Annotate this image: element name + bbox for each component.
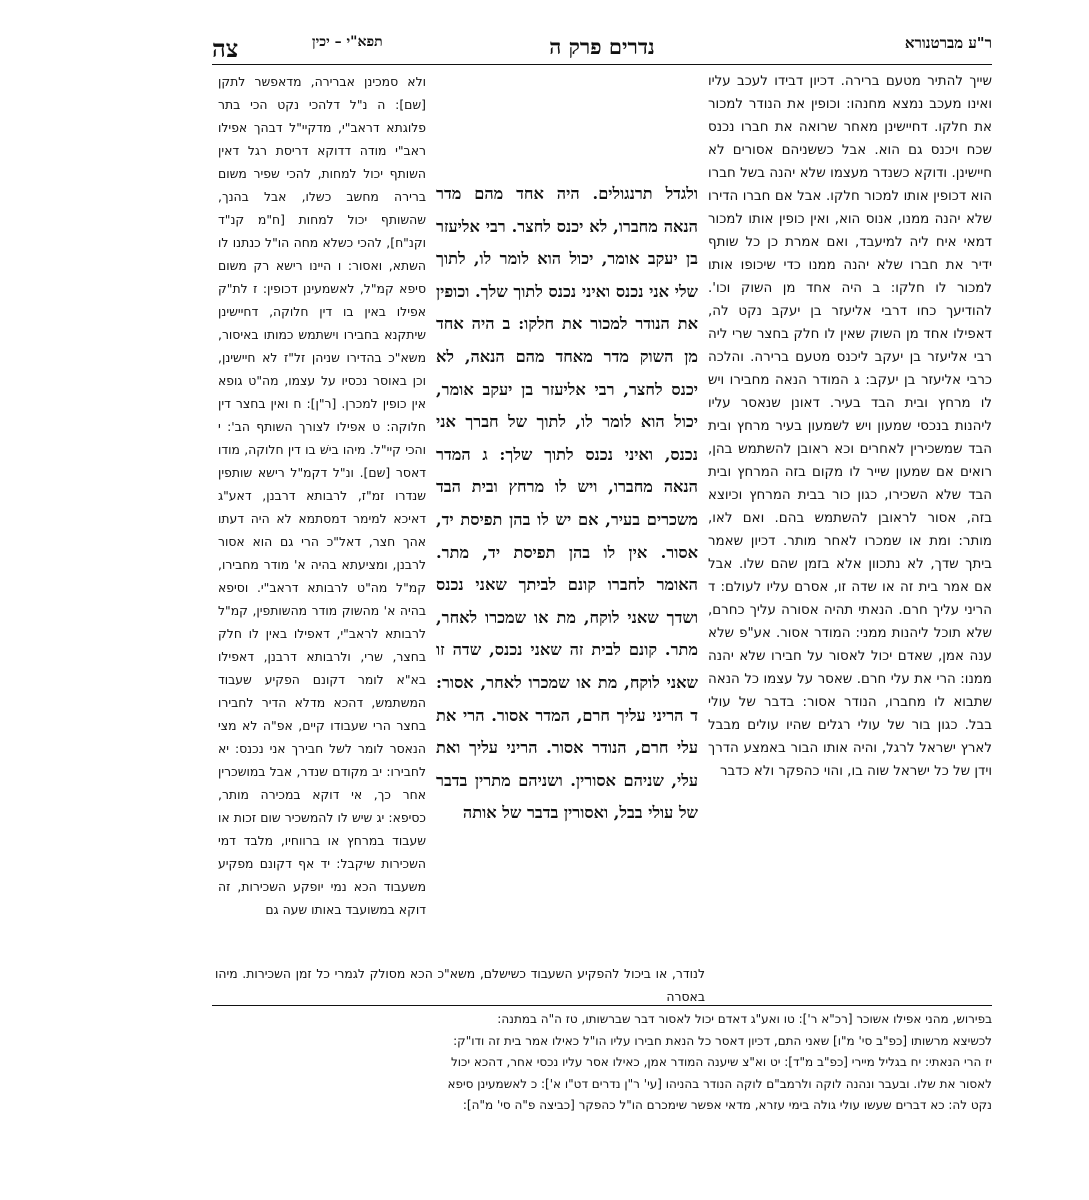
tiferet-yisrael-column: ולא סמכינן אברירה, מדאפשר לתקן [שם]: ה נ"ל דלהכי נקט הכי בתר פלוגתא דראב"י, מדקיי"ל דבהך אפילו ראב"י מודה דדוקא דריסת רגל דאין השותף יכול למחות, להכי שפיר משום ברירה מחשב כשלו, אבל בהנך, שהשותף יכול למחות [ח"מ קנ"ד וקנ"ח], להכי כשלא מחה הו"ל כנתנו לו השתא, ואסור: ו היינו רישא רק משום סיפא קמ"ל, לאשמעינן דכופין: ז לת"ק אפילו באין בו דין חלוקה, דחיישינן שיתקנא בחבירו וישתמש כמותו באיסור, משא"כ בהדירו שניהן זל"ז לא חיישינן, וכן באוסר נכסיו על עצמו, מה"ט גופא אין כופין למכרן. [ר"ן]: ח ואין בחצר דין חלוקה: ט אפילו לצורך השותף הב': י והכי קיי"ל. מיהו בישׁ בו דין חלוקה, מודו דאסר [שם]. ונ"ל דקמ"ל רישא שותפין שנדרו זמ"ז, לרבותא דרבנן, דאע"ג דאיכא למימר דמסתמא לא היה דעתו אהך חצר, דאל"כ הרי גם הוא אסור לרבנן, ומציעתא בהיה א' מודר מחבירו, קמ"ל מה"ט לרבותא דראב"י. וסיפא בהיה א' מהשוק מודר מהשותפין, קמ"ל לרבותא לראב"י, דאפילו באין לו חלק בחצר, שרי, ולרבותא דרבנן, דאפילו בא"א לומר דקונם הפקיע שעבוד המשתמש, דהכא מדלא הדיר לחבירו בחצר הרי שעבודו קיים, אפ"ה לא מצי הנאסר לומר לשל חבירך אני נכנס: יא לחבירו: יב מקודם שנדר, אבל במושכרין אחר כך, אי דוקא במכירה מותר, כסיפא: יג שיש לו להמשכיר שום זכות או שעבוד במרחץ או ברווחיו, מלבד דמי השכירות שיקבל: יד אף דקונם מפקיע משעבוד הכא נמי יופקע השכירות, זה דוקא במשועבד באותו שעה גם: [218, 74, 426, 917]
mishnah-text-column: ולגדל תרנגולים. היה אחד מהם מדר הנאה מחברו, לא יכנס לחצר. רבי אליעזר בן יעקב אומר, יכול הוא לומר לו, לתוך שלי אני נכנס ואיני נכנס לתוך שלך. וכופין את הנודר למכור את חלקו: ב היה אחד מן השוק מדר מאחד מהם הנאה, לא יכנס לחצר, רבי אליעזר בן יעקב אומר, יכול הוא לומר לו, לתוך של חברך אני נכנס, ואיני נכנס לתוך שלך: ג המדר הנאה מחברו, ויש לו מרחץ ובית הבד משכרים בעיר, אם יש לו בהן תפיסת יד, אסור. אין לו בהן תפיסת יד, מתר. האומר לחברו קונם לביתך שאני נכנס ושדך שאני לוקח, מת או שמכרו לאחר, מתר. קונם לבית זה שאני נכנס, שדה זו שאני לוקח, מת או שמכרו לאחר, אסור: ד הריני עליך חרם, המדר אסור. הרי את עלי חרם, הנודר אסור. הריני עליך ואת עלי, שניהם אסורין. ושניהם מתרין בדבר של עולי בבל, ואסורין בדבר של אותה: [436, 184, 698, 823]
header-rule: [212, 64, 992, 65]
bartenura-header-title: ר"ע מברטנורא: [904, 34, 992, 52]
notes-rule: [212, 1005, 992, 1006]
footnote-line: לאסור את שלו. ובעבר ונהנה לוקה ולרמב"ם לוקה הנודר בהניהו [עי' ר"ן נדרים דט"ו א']: כ לאשמעינן סיפא: [447, 1076, 992, 1091]
footnote-line: נקט לה: כא דברים שעשו עולי גולה בימי עזרא, מדאי אפשר שימכרם הו"ל כהפקר [כביצה פ"ה סי' מ"ה]:: [462, 1098, 992, 1112]
tiferet-yisrael-continuation: לנודר, או ביכול להפקיע השעבוד כשישלם, משא"כ הכא מסולק לגמרי כל זמן השכירות. מיהו באסרה: [215, 966, 705, 1004]
footnotes: [215, 1009, 992, 1117]
page-header: [212, 34, 992, 64]
bartenura-commentary-column: שייך להתיר מטעם ברירה. דכיון דבידו לעכב עליו ואינו מעכב נמצא מחנהו: וכופין את הנודר למכור את חלקו. דחיישינן מאחר שרואה את חברו נכנס שכח ויכנס גם הוא. אבל כששניהם אסורים לא חיישינן. ודוקא כשנדר מעצמו שלא יהנה בשל חברו הוא דכופין אותו למכור חלקו. אבל אם חברו הדירו שלא יהנה ממנו, אנוס הוא, ואין כופין אותו למכור דמאי איח ליה למיעבד, ואם אמרת כן כל שותף ידיר את חברו שלא יהנה ממנו כדי שיכופו אותו למכור לו חלקו: ב היה אחד מן השוק וכו'. להודיעך כחו דרבי אליעזר בן יעקב נקט לה, דאפילו אחד מן השוק שאין לו חלק בחצר שרי ליה רבי אליעזר בן יעקב ליכנס מטעם ברירה. והלכה כרבי אליעזר בן יעקב: ג המודר הנאה מחבירו ויש לו מרחץ ובית הבד בעיר. דאונן שנאסר עליו ליהנות בנכסי שמעון ויש לשמעון בעיר מרחץ ובית הבד שמשכירין לאחרים וכא ראובן להשתמש בהן, רואים אם שמעון שייר לו מקום בזה המרחץ ובית הבד שלא השכירו, כגון כור בבית המרחץ וכיוצא בזה, אסור לראובן להשתמש בהם. ואם לאו, מותר: ומת או שמכרו לאחר מותר. דכיון שאמר ביתך שדך, לא נתכוון אלא בזמן שהם שלו. אבל אם אמר בית זה או שדה זו, אסרם עליו לעולם: ד הריני עליך חרם. הנאתי תהיה אסורה עליך כחרם, שלא תוכל ליהנות ממני: המודר אסור. אע"פ שלא ענה אמן, שאדם יכול לאסור על חבירו שלא יהנה ממנו: הרי את עלי חרם. שאסר על עצמו כל הנאה שתבוא לו מחברו, הנודר אסור: בדבר של עולי בבל. כגון בור של עולי רגלים שהיו עולים מבבל לארץ ישראל לרגל, והיה אותו הבור באמצע הדרך וידן של כל ישראל שוה בו, והוי כהפקר ולא כדבר: [708, 74, 992, 779]
tractate-chapter-title: נדרים פרק ה: [549, 34, 655, 59]
footnote-line: בפירוש, מהני אפילו אשוכר [רכ"א ר']: טו ואע"ג דאדם יכול לאסור דבר שברשותו, טז ה"ה במתנה:: [497, 1012, 992, 1026]
footnote-line: יז הרי הנאתי: יח בגליל מיירי [כפ"ב מ"ד]: יט וא"צ שיענה המודר אמן, כאילו אסר עליו נכסי אחר, דהכא יכול: [450, 1055, 992, 1069]
tiferet-header-title: תפא"י – יכין: [312, 34, 383, 50]
page-number: צה: [212, 34, 239, 63]
footnote-line: לכשיצא מרשותו [כפ"ב סי' מ"ו] שאני התם, דכיון דאסר כל הנאת חבירו עליו הו"ל כאילו אמר בית זה ודו"ק:: [453, 1033, 992, 1048]
